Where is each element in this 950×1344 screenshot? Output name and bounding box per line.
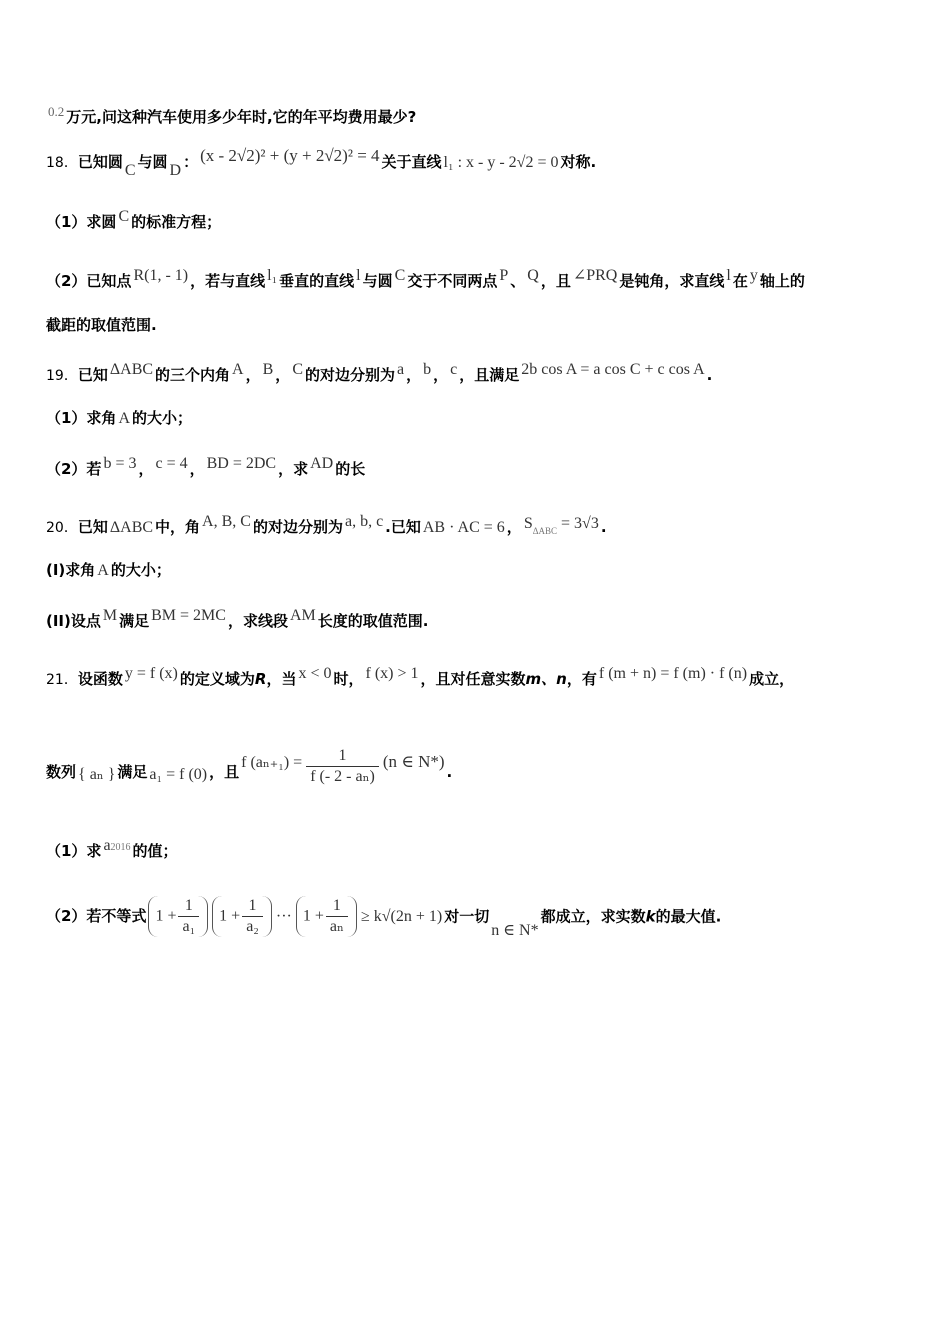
math (524, 514, 599, 541)
text: 关于直线 (381, 153, 442, 171)
math-subscript: ΔABC (532, 526, 558, 536)
fraction-denominator: a₁ (178, 916, 199, 937)
text: . (446, 763, 453, 781)
text: (I)求角 (46, 561, 96, 579)
text: 设函数 (77, 670, 123, 688)
text: （1）求圆 (46, 213, 117, 231)
text: ， (433, 366, 449, 384)
fraction-numerator: 1 (338, 747, 347, 764)
text: 都成立，求实数 (540, 907, 646, 926)
math: A (232, 361, 244, 378)
math: l (356, 267, 361, 284)
text: 对一切 (444, 907, 490, 926)
question-21-part-2 (46, 896, 906, 941)
question-18-part-2-cont (46, 315, 906, 335)
math: 0.2 (48, 104, 65, 119)
factor-1 (148, 896, 208, 937)
math: 1 + (219, 907, 241, 925)
math: C (118, 208, 130, 225)
text: (II)设点 (46, 612, 101, 630)
math: D (169, 162, 182, 179)
question-21 (46, 664, 906, 690)
math-s: S (523, 515, 533, 532)
fraction-denominator: f (- 2 - aₙ) (306, 766, 379, 787)
text: 的最大值. (655, 907, 722, 926)
math: { aₙ } (78, 766, 116, 783)
math: x < 0 (298, 665, 332, 682)
math: ΔABC (109, 519, 154, 536)
math: C (394, 267, 406, 284)
text: 已知 (77, 518, 108, 536)
question-20-part-2 (46, 606, 906, 631)
text: ，求 (278, 460, 309, 478)
question-19 (46, 360, 906, 386)
math: a₁ = f (0) (149, 766, 208, 783)
text: 已知 (77, 366, 108, 384)
math: A, B, C (202, 513, 251, 530)
text: 时， (333, 670, 364, 688)
text: 与圆 (362, 272, 393, 290)
text: 的定义域为 (179, 670, 255, 688)
text: k (645, 907, 656, 926)
math: 1 + (155, 907, 177, 925)
text: 是钝角，求直线 (619, 272, 725, 290)
math: (x - 2√2)² + (y + 2√2)² = 4 (200, 146, 380, 165)
math: 2b cos A = a cos C + c cos A (521, 361, 705, 378)
fraction-numerator: 1 (248, 897, 257, 914)
question-19-part-1 (46, 408, 906, 429)
fraction-numerator: 1 (332, 897, 341, 914)
text: ， (506, 518, 522, 536)
math: AB · AC = 6 (422, 519, 505, 536)
math: c (450, 361, 458, 378)
math: n ∈ N* (491, 922, 539, 939)
factor-2 (212, 896, 272, 937)
math: P (499, 267, 509, 284)
fraction (242, 896, 263, 937)
text: ， (189, 460, 205, 478)
factor-n (296, 896, 357, 937)
math: b = 3 (103, 455, 137, 472)
text: （2）若 (46, 460, 102, 478)
text: R (254, 670, 267, 688)
math: l (726, 267, 731, 284)
text: 的对边分别为 (304, 366, 395, 384)
math: ≥ k√(2n + 1) (360, 907, 443, 925)
text: ， (406, 366, 422, 384)
text: 数列 (46, 763, 77, 781)
text: 、 (510, 272, 526, 290)
text: ，且 (209, 763, 240, 781)
text: 轴上的 (759, 272, 805, 290)
fraction-denominator: a₂ (242, 916, 263, 937)
text: 的标准方程； (131, 213, 222, 231)
text: ，有 (566, 670, 597, 688)
text: 垂直的直线 (279, 272, 355, 290)
question-18 (46, 146, 906, 181)
text: ， (275, 366, 291, 384)
text: ， (245, 366, 261, 384)
math-eq: = 3√3 (561, 515, 599, 532)
math: ∠PRQ (572, 267, 618, 284)
text: （2）已知点 (46, 272, 132, 290)
text: 交于不同两点 (407, 272, 498, 290)
text: 成立， (749, 670, 795, 688)
math: ΔABC (109, 361, 154, 378)
question-18-part-1 (46, 207, 906, 232)
math: y (749, 267, 758, 284)
text: ： (183, 153, 199, 171)
math: AD (310, 455, 334, 472)
question-number: 20． (46, 520, 78, 536)
text: 万元,问这种汽车使用多少年时,它的年平均费用最少? (66, 108, 417, 126)
math: c = 4 (155, 455, 188, 472)
text: 的值； (132, 842, 178, 860)
question-number: 18． (46, 155, 78, 171)
text: 的大小； (132, 409, 193, 427)
text: 与圆 (137, 153, 168, 171)
math: (n ∈ N*) (382, 752, 445, 771)
text: ，且对任意实数 (420, 670, 526, 688)
question-21-part-1 (46, 836, 906, 861)
text: 满足 (119, 612, 150, 630)
text: 截距的取值范围. (46, 316, 157, 334)
text: 对称. (560, 153, 597, 171)
text: 已知圆 (77, 153, 123, 171)
math (103, 836, 130, 858)
text: m、n (525, 670, 567, 688)
math: BM = 2MC (151, 607, 226, 624)
math: b (423, 361, 432, 378)
text: . (706, 366, 713, 384)
text: ， (138, 460, 154, 478)
text: （1）求 (46, 842, 102, 860)
text: 长度的取值范围. (317, 612, 429, 630)
question-19-part-2 (46, 454, 906, 479)
text: ，且满足 (459, 366, 520, 384)
math: f (aₙ₊₁) = (241, 754, 303, 771)
fraction (326, 896, 348, 937)
math: f (m + n) = f (m) · f (n) (598, 665, 748, 682)
math: C (292, 361, 303, 378)
math: Q (527, 267, 539, 284)
question-18-part-2 (46, 266, 906, 291)
text: 的三个内角 (155, 366, 231, 384)
math: B (262, 361, 274, 378)
fraction (178, 896, 199, 937)
math: A (97, 562, 109, 579)
question-20-part-1 (46, 560, 906, 581)
question-number: 21． (46, 672, 78, 688)
text: 的长 (335, 460, 366, 478)
math: AM (289, 607, 316, 624)
fraction (306, 746, 379, 787)
math: l₁ (267, 267, 278, 284)
math: a (397, 361, 405, 378)
math-a: a (103, 837, 111, 854)
math: l₁ : x - y - 2√2 = 0 (443, 154, 559, 171)
text: （1）求角 (46, 409, 117, 427)
question-21-sequence (46, 746, 906, 787)
fraction-numerator: 1 (184, 897, 193, 914)
text: 中，角 (155, 518, 201, 536)
question-20 (46, 512, 906, 541)
text: 的大小； (110, 561, 171, 579)
math: ··· (275, 907, 292, 925)
text: ，求线段 (227, 612, 288, 630)
fraction-denominator: aₙ (326, 916, 348, 937)
text: .已知 (385, 518, 421, 536)
math-subscript: 2016 (110, 842, 131, 853)
question-number: 19． (46, 368, 78, 384)
math: R(1, - 1) (133, 267, 189, 284)
text: ，当 (266, 670, 297, 688)
math: M (102, 607, 118, 624)
math: y = f (x) (124, 665, 178, 682)
text: . (600, 518, 607, 536)
math: f (x) > 1 (365, 665, 419, 682)
text: ，若与直线 (190, 272, 266, 290)
math: a, b, c (344, 513, 384, 530)
text-line (46, 102, 906, 127)
math: A (118, 410, 130, 427)
text: 的对边分别为 (252, 518, 343, 536)
math: C (124, 162, 136, 179)
math: 1 + (302, 907, 324, 925)
text: （2）若不等式 (46, 907, 147, 925)
math: BD = 2DC (206, 455, 277, 472)
text: 满足 (117, 763, 148, 781)
text: 在 (732, 272, 748, 290)
text: ，且 (540, 272, 571, 290)
